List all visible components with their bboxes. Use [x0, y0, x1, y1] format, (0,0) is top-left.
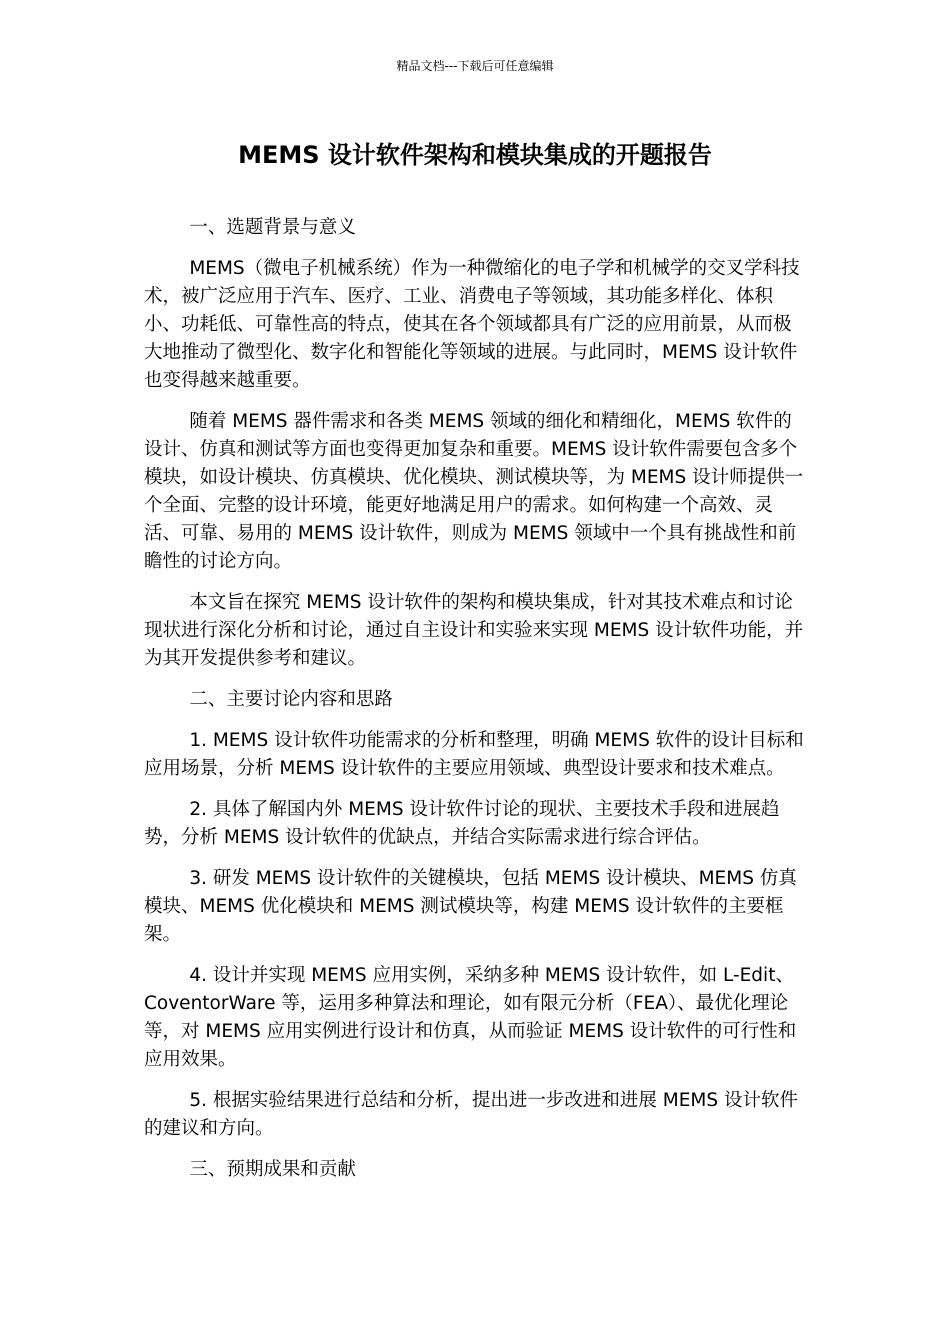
paragraph-background: MEMS（微电子机械系统）作为一种微缩化的电子学和机械学的交叉学科技术，被广泛应用于汽车、医疗、工业、消费电子等领域，其功能多样化、体积小、功耗低、可靠性高的特点，使其在各个领域都具有广泛的应用前景，从而极大地推动了微型化、数字化和智能化等领域的进展。与此同时，MEMS 设计软件也变得越来越重要。	[144, 258, 800, 391]
section-heading-3: 三、预期成果和贡献	[189, 1159, 356, 1180]
page-header: 精品文档---下载后可任意编辑	[396, 59, 554, 73]
list-item-4: 4. 设计并实现 MEMS 应用实例，采纳多种 MEMS 设计软件，如 L-Edit、CoventorWare 等，运用多种算法和理论，如有限元分析（FEA）、最优化理论等，对 MEMS 应用实例进行设计和仿真，从而验证 MEMS 设计软件的可行性和应用效果。	[144, 965, 797, 1070]
document-body	[144, 214, 808, 1197]
paragraph-purpose: 本文旨在探究 MEMS 设计软件的架构和模块集成，针对其技术难点和讨论现状进行深化分析和讨论，通过自主设计和实验来实现 MEMS 设计软件功能，并为其开发提供参考和建议。	[144, 592, 804, 669]
section-heading-2: 二、主要讨论内容和思路	[189, 689, 393, 710]
list-item-1: 1. MEMS 设计软件功能需求的分析和整理，明确 MEMS 软件的设计目标和应用场景，分析 MEMS 设计软件的主要应用领域、典型设计要求和技术难点。	[144, 730, 804, 779]
paragraph-demand: 随着 MEMS 器件需求和各类 MEMS 领域的细化和精细化，MEMS 软件的设计、仿真和测试等方面也变得更加复杂和重要。MEMS 设计软件需要包含多个模块，如设计模块、仿真模块、优化模块、测试模块等，为 MEMS 设计师提供一个全面、完整的设计环境，能更好地满足用户的需求。如何构建一个高效、灵活、可靠、易用的 MEMS 设计软件，则成为 MEMS 领域中一个具有挑战性和前瞻性的讨论方向。	[144, 411, 804, 572]
list-item-2: 2. 具体了解国内外 MEMS 设计软件讨论的现状、主要技术手段和进展趋势，分析 MEMS 设计软件的优缺点，并结合实际需求进行综合评估。	[144, 799, 780, 848]
list-item-3: 3. 研发 MEMS 设计软件的关键模块，包括 MEMS 设计模块、MEMS 仿真模块、MEMS 优化模块和 MEMS 测试模块等，构建 MEMS 设计软件的主要框架。	[144, 868, 797, 945]
list-item-5: 5. 根据实验结果进行总结和分析，提出进一步改进和进展 MEMS 设计软件的建议和方向。	[144, 1090, 798, 1139]
document-title: MEMS 设计软件架构和模块集成的开题报告	[238, 141, 712, 169]
section-heading-1: 一、选题背景与意义	[189, 217, 356, 238]
